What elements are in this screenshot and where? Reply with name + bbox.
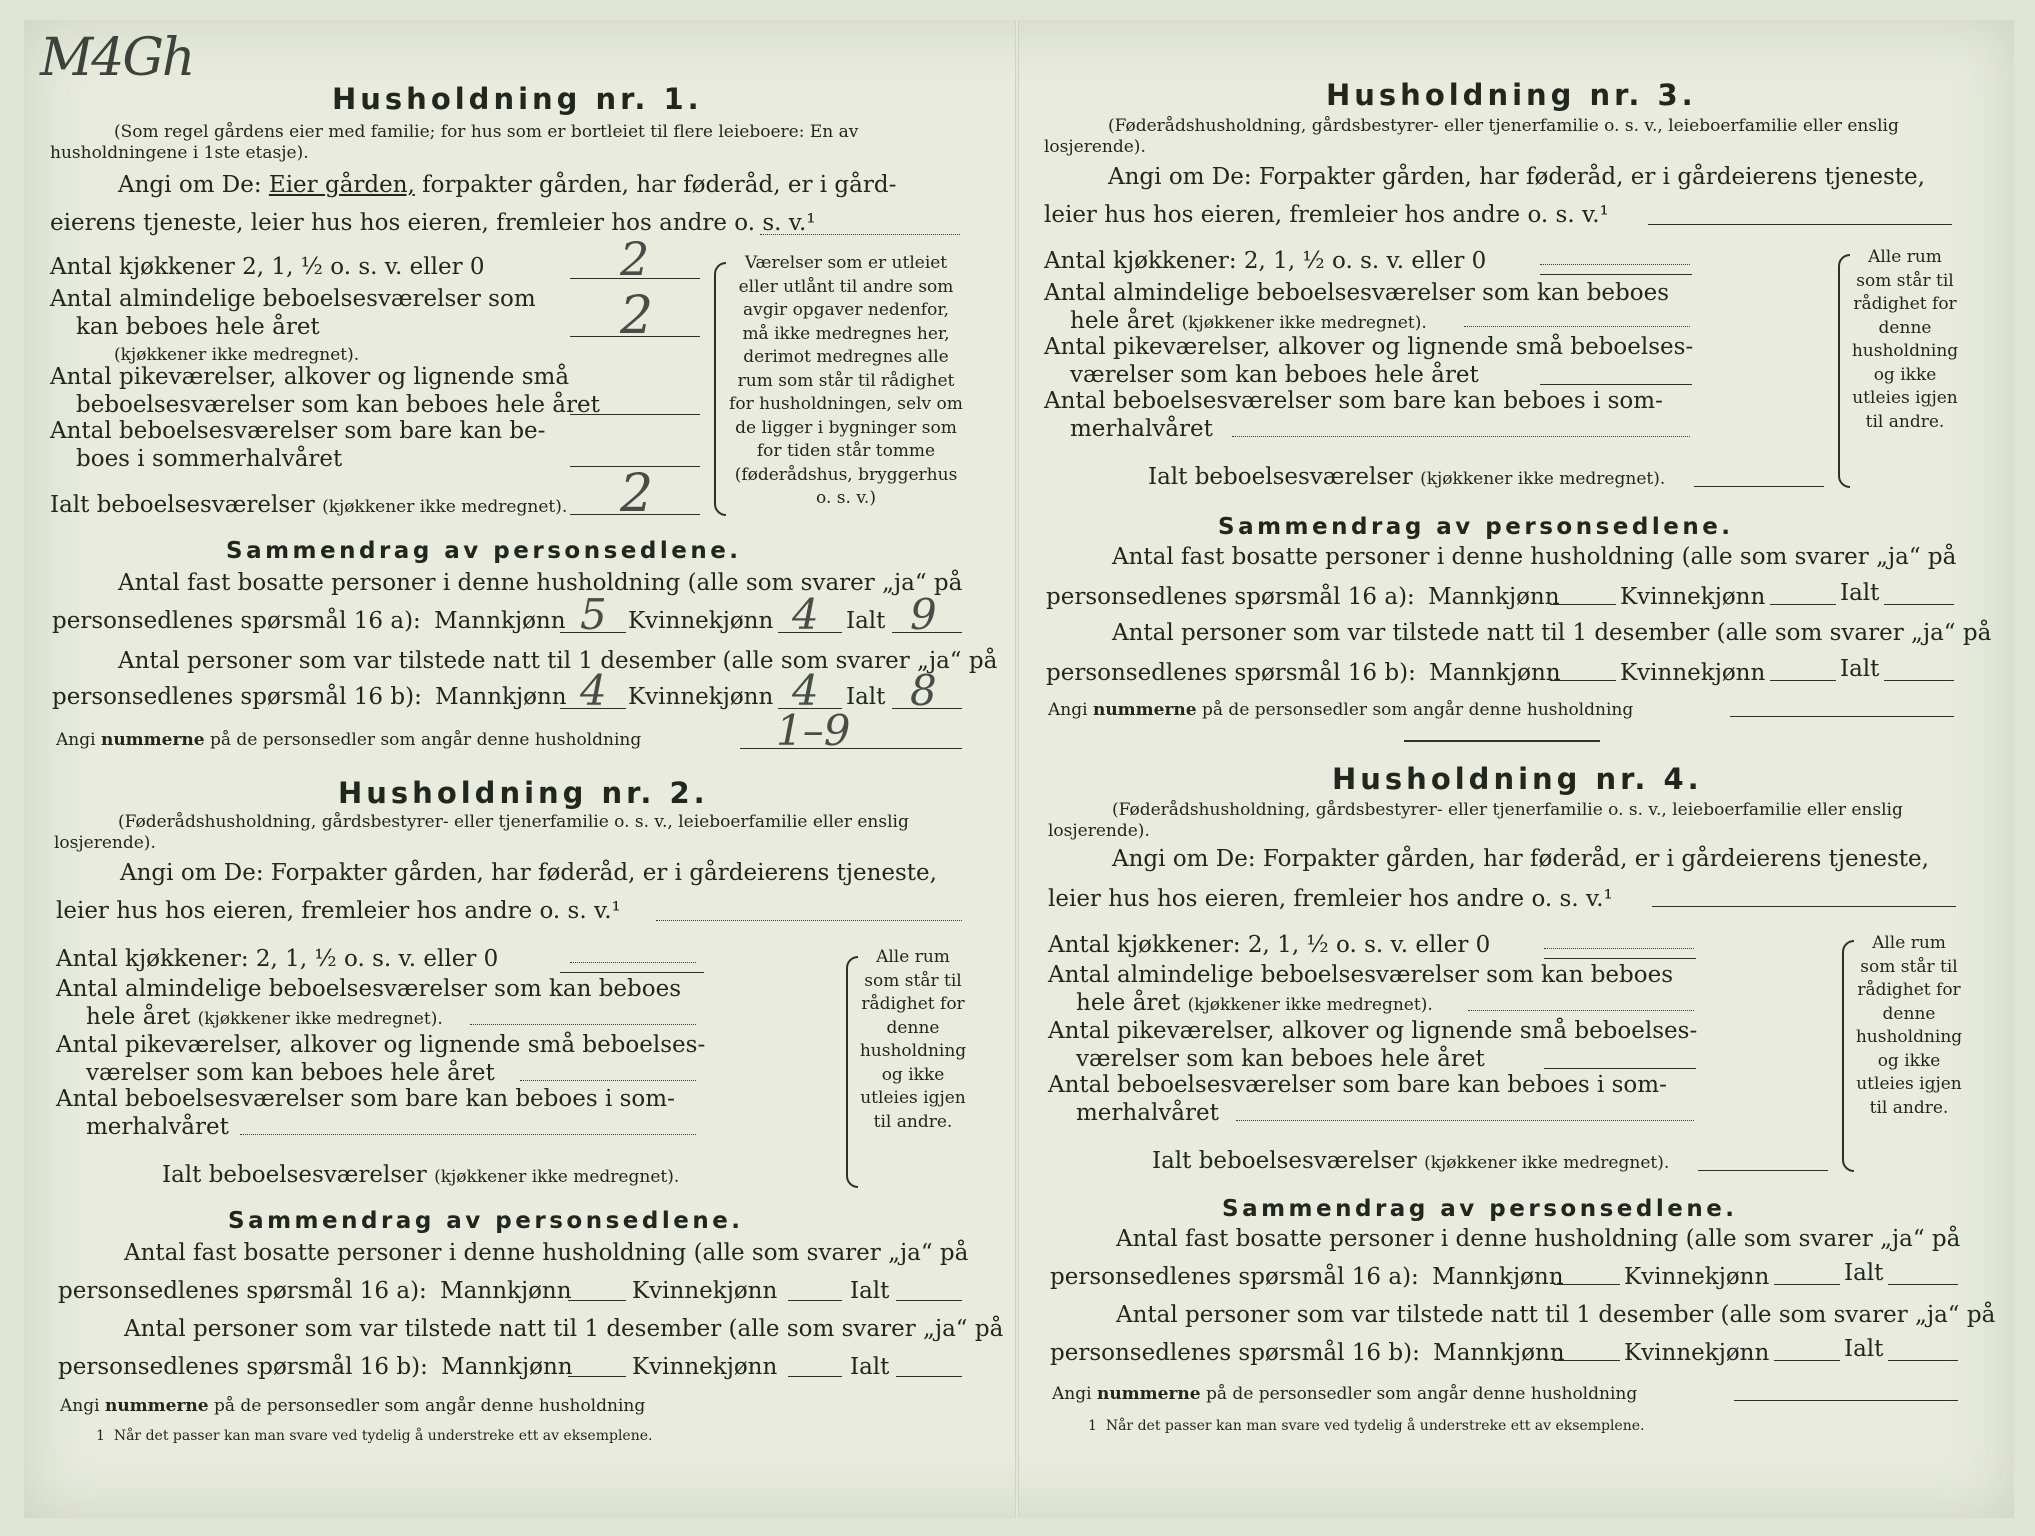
h3-alm-label-2: hele året (kjøkkener ikke medregnet). xyxy=(1070,308,1427,334)
h1-kjokkener-value: 2 xyxy=(620,232,650,286)
h1-numbers-value: 1–9 xyxy=(776,706,851,755)
h1-angi-selected: Eier gården, xyxy=(268,172,415,198)
h4-kjokkener-label: Antal kjøkkener: 2, 1, ½ o. s. v. eller 0 xyxy=(1048,932,1491,958)
h3-summary-title: Sammendrag av personsedlene. xyxy=(1218,514,1734,540)
footnote-right: 1 Når det passer kan man svare ved tydelig å understreke ett av eksemplene. xyxy=(1088,1418,1645,1434)
h2-sum-a-line1: Antal fast bosatte personer i denne husholdning (alle som svarer „ja“ på xyxy=(124,1240,969,1266)
h2-pike-label-2: værelser som kan beboes hele året xyxy=(86,1060,495,1086)
h2-numbers-row: Angi nummerne på de personsedler som angår denne husholdning xyxy=(60,1396,646,1416)
h2-sum-a-ialt-label: Ialt xyxy=(850,1278,890,1304)
h3-sum-a-ialt-label: Ialt xyxy=(1840,580,1880,606)
h4-sum-b-kvinne-label: Kvinnekjønn xyxy=(1624,1340,1770,1366)
h1-sum-a-ialt-label: Ialt xyxy=(846,608,886,634)
h4-pike-label-2: værelser som kan beboes hele året xyxy=(1076,1046,1485,1072)
h2-angi-line2: leier hus hos eieren, fremleier hos andre o. s. v.¹ xyxy=(56,898,621,924)
h3-sum-a-line1: Antal fast bosatte personer i denne husholdning (alle som svarer „ja“ på xyxy=(1112,544,1957,570)
h3-sum-b-line2: personsedlenes spørsmål 16 b): Mannkjønn xyxy=(1046,660,1561,686)
h1-sum-b-ialt-label: Ialt xyxy=(846,684,886,710)
h1-sum-a-kvinne-label: Kvinnekjønn xyxy=(628,608,774,634)
h2-rooms-note: Alle rum som står til rådighet for denne husholdning og ikke utleies igjen til andre. xyxy=(859,947,967,1132)
h4-subtitle: (Føderådshusholdning, gårdsbestyrer- eller tjenerfamilie o. s. v., leieboerfamilie eller enslig losjerende). xyxy=(1048,800,1903,841)
h2-sum-b-ialt-label: Ialt xyxy=(850,1354,890,1380)
h2-sommer-label-1: Antal beboelsesværelser som bare kan beboes i som- xyxy=(56,1086,675,1112)
h1-alm-label-2: kan beboes hele året xyxy=(76,314,320,340)
h4-sommer-label-1: Antal beboelsesværelser som bare kan beboes i som- xyxy=(1048,1072,1667,1098)
h1-sommer-label-2: boes i sommerhalvåret xyxy=(76,446,343,472)
h4-title: Husholdning nr. 4. xyxy=(1332,762,1703,796)
h2-sum-b-line1: Antal personer som var tilstede natt til 1 desember (alle som svarer „ja“ på xyxy=(124,1316,1004,1342)
h3-sum-b-line1: Antal personer som var tilstede natt til 1 desember (alle som svarer „ja“ på xyxy=(1112,620,1992,646)
h4-angi-line2: leier hus hos eieren, fremleier hos andre o. s. v.¹ xyxy=(1048,886,1613,912)
h3-rooms-note: Alle rum som står til rådighet for denne husholdning og ikke utleies igjen til andre. xyxy=(1851,247,1959,432)
h1-rooms-note: Værelser som er utleiet eller utlånt til andre som avgir opgaver nedenfor, må ikke medregnes her, derimot medregnes alle rum som står til rådighet for husholdningen, selv om de ligger i bygninger som for tiden står tomme (føderådshus, bryggerhus o. s. v.) xyxy=(729,253,963,508)
h3-subtitle: (Føderådshusholdning, gårdsbestyrer- eller tjenerfamilie o. s. v., leieboerfamilie eller enslig losjerende). xyxy=(1044,116,1899,157)
h1-numbers-row: Angi nummerne på de personsedler som angår denne husholdning xyxy=(56,730,642,750)
h1-sum-a-line1: Antal fast bosatte personer i denne husholdning (alle som svarer „ja“ på xyxy=(118,570,963,596)
h3-pike-label-1: Antal pikeværelser, alkover og lignende små beboelses- xyxy=(1044,334,1694,360)
h4-sum-a-line2: personsedlenes spørsmål 16 a): Mannkjønn xyxy=(1050,1264,1564,1290)
footnote-left: 1 Når det passer kan man svare ved tydelig å understreke ett av eksemplene. xyxy=(96,1428,653,1444)
h2-alm-label-2: hele året (kjøkkener ikke medregnet). xyxy=(86,1004,443,1030)
h3-angi-line2: leier hus hos eieren, fremleier hos andre o. s. v.¹ xyxy=(1044,202,1609,228)
h1-title: Husholdning nr. 1. xyxy=(332,82,703,116)
h1-alm-value: 2 xyxy=(620,286,654,346)
h1-sommer-label-1: Antal beboelsesværelser som bare kan be- xyxy=(50,418,546,444)
h1-sum-a-mann-value: 5 xyxy=(580,590,607,639)
h2-alm-label-1: Antal almindelige beboelsesværelser som kan beboes xyxy=(56,976,682,1002)
h3-sum-b-kvinne-label: Kvinnekjønn xyxy=(1620,660,1766,686)
h4-sum-a-ialt-label: Ialt xyxy=(1844,1260,1884,1286)
page-fold xyxy=(1015,20,1019,1518)
h3-sum-a-line2: personsedlenes spørsmål 16 a): Mannkjønn xyxy=(1046,584,1560,610)
h1-sum-b-mann-value: 4 xyxy=(580,666,607,715)
h1-sum-a-ialt-value: 9 xyxy=(910,590,937,639)
h3-sommer-label-2: merhalvåret xyxy=(1070,416,1213,442)
h4-sum-a-kvinne-label: Kvinnekjønn xyxy=(1624,1264,1770,1290)
h1-sum-b-question: personsedlenes spørsmål 16 b): xyxy=(52,684,422,710)
h1-sum-a-mann-label: Mannkjønn xyxy=(434,608,566,634)
h1-pike-label-2: beboelsesværelser som kan beboes hele året xyxy=(76,392,600,418)
h4-ialt-row: Ialt beboelsesværelser (kjøkkener ikke medregnet). xyxy=(1152,1148,1670,1174)
h2-kjokkener-label: Antal kjøkkener: 2, 1, ½ o. s. v. eller 0 xyxy=(56,946,499,972)
h4-angi-line1: Angi om De: Forpakter gården, har føderåd, er i gårdeierens tjeneste, xyxy=(1112,846,1929,872)
h1-subtitle: (Som regel gårdens eier med familie; for hus som er bortleiet til flere leieboere: En av husholdningene i 1ste etasje). xyxy=(50,122,859,163)
h3-angi-line1: Angi om De: Forpakter gården, har føderåd, er i gårdeierens tjeneste, xyxy=(1108,164,1925,190)
h3-numbers-row: Angi nummerne på de personsedler som angår denne husholdning xyxy=(1048,700,1634,720)
h2-summary-title: Sammendrag av personsedlene. xyxy=(228,1208,744,1234)
h4-sum-b-line2: personsedlenes spørsmål 16 b): Mannkjønn xyxy=(1050,1340,1565,1366)
h1-sum-b-kvinne-label: Kvinnekjønn xyxy=(628,684,774,710)
h2-subtitle: (Føderådshusholdning, gårdsbestyrer- eller tjenerfamilie o. s. v., leieboerfamilie eller enslig losjerende). xyxy=(54,812,909,853)
h1-ialt-note: (kjøkkener ikke medregnet). xyxy=(322,497,568,517)
h1-alm-label-3: (kjøkkener ikke medregnet). xyxy=(114,345,360,365)
h2-sum-b-line2: personsedlenes spørsmål 16 b): Mannkjønn xyxy=(58,1354,573,1380)
h2-sum-a-kvinne-label: Kvinnekjønn xyxy=(632,1278,778,1304)
h1-summary-title: Sammendrag av personsedlene. xyxy=(226,538,742,564)
h1-sum-a-kvinne-value: 4 xyxy=(792,590,819,639)
h1-angi-rest: forpakter gården, har føderåd, er i gård- xyxy=(422,172,897,198)
h4-alm-label-2: hele året (kjøkkener ikke medregnet). xyxy=(1076,990,1433,1016)
h3-ialt-row: Ialt beboelsesværelser (kjøkkener ikke medregnet). xyxy=(1148,464,1666,490)
h2-sum-a-line2: personsedlenes spørsmål 16 a): Mannkjønn xyxy=(58,1278,572,1304)
h1-sum-b-ialt-value: 8 xyxy=(910,666,937,715)
h1-sum-a-question: personsedlenes spørsmål 16 a): xyxy=(52,608,421,634)
h2-ialt-row: Ialt beboelsesværelser (kjøkkener ikke medregnet). xyxy=(162,1162,680,1188)
h1-ialt-row xyxy=(50,490,567,522)
h1-sum-b-line1: Antal personer som var tilstede natt til 1 desember (alle som svarer „ja“ på xyxy=(118,648,998,674)
h1-sum-b-mann-label: Mannkjønn xyxy=(435,684,567,710)
h4-sommer-label-2: merhalvåret xyxy=(1076,1100,1219,1126)
h3-kjokkener-label: Antal kjøkkener: 2, 1, ½ o. s. v. eller 0 xyxy=(1044,248,1487,274)
h1-sum-b-kvinne-value: 4 xyxy=(792,666,819,715)
h2-pike-label-1: Antal pikeværelser, alkover og lignende små beboelses- xyxy=(56,1032,706,1058)
h1-sum-b-line2 xyxy=(52,684,567,710)
h1-ialt-value: 2 xyxy=(620,464,654,524)
h3-sum-b-ialt-label: Ialt xyxy=(1840,656,1880,682)
h3-sommer-label-1: Antal beboelsesværelser som bare kan beboes i som- xyxy=(1044,388,1663,414)
h1-sum-a-line2 xyxy=(52,608,566,634)
h3-pike-label-2: værelser som kan beboes hele året xyxy=(1070,362,1479,388)
h1-pike-label-1: Antal pikeværelser, alkover og lignende små xyxy=(50,364,570,390)
h4-sum-b-ialt-label: Ialt xyxy=(1844,1336,1884,1362)
h1-angi-line1 xyxy=(118,172,896,198)
h2-title: Husholdning nr. 2. xyxy=(338,776,709,810)
h2-angi-line1: Angi om De: Forpakter gården, har føderåd, er i gårdeierens tjeneste, xyxy=(120,860,937,886)
h1-alm-label-1: Antal almindelige beboelsesværelser som xyxy=(50,286,536,312)
h3-sum-a-kvinne-label: Kvinnekjønn xyxy=(1620,584,1766,610)
h2-sum-b-kvinne-label: Kvinnekjønn xyxy=(632,1354,778,1380)
h2-sommer-label-2: merhalvåret xyxy=(86,1114,229,1140)
h4-rooms-note: Alle rum som står til rådighet for denne husholdning og ikke utleies igjen til andre. xyxy=(1855,933,1963,1118)
h1-kjokkener-label: Antal kjøkkener 2, 1, ½ o. s. v. eller 0 xyxy=(50,254,485,280)
h4-sum-a-line1: Antal fast bosatte personer i denne husholdning (alle som svarer „ja“ på xyxy=(1116,1226,1961,1252)
h1-ialt-label: Ialt beboelsesværelser xyxy=(50,492,315,518)
h4-sum-b-line1: Antal personer som var tilstede natt til 1 desember (alle som svarer „ja“ på xyxy=(1116,1302,1996,1328)
h4-pike-label-1: Antal pikeværelser, alkover og lignende små beboelses- xyxy=(1048,1018,1698,1044)
archive-stamp: M4Gh xyxy=(40,28,194,88)
h1-angi-line2: eierens tjeneste, leier hus hos eieren, fremleier hos andre o. s. v.¹ xyxy=(50,210,816,236)
h3-alm-label-1: Antal almindelige beboelsesværelser som kan beboes xyxy=(1044,280,1670,306)
h4-alm-label-1: Antal almindelige beboelsesværelser som kan beboes xyxy=(1048,962,1674,988)
h4-numbers-row: Angi nummerne på de personsedler som angår denne husholdning xyxy=(1052,1384,1638,1404)
h4-summary-title: Sammendrag av personsedlene. xyxy=(1222,1196,1738,1222)
h3-title: Husholdning nr. 3. xyxy=(1326,78,1697,112)
h1-angi-prefix: Angi om De: xyxy=(118,172,262,198)
